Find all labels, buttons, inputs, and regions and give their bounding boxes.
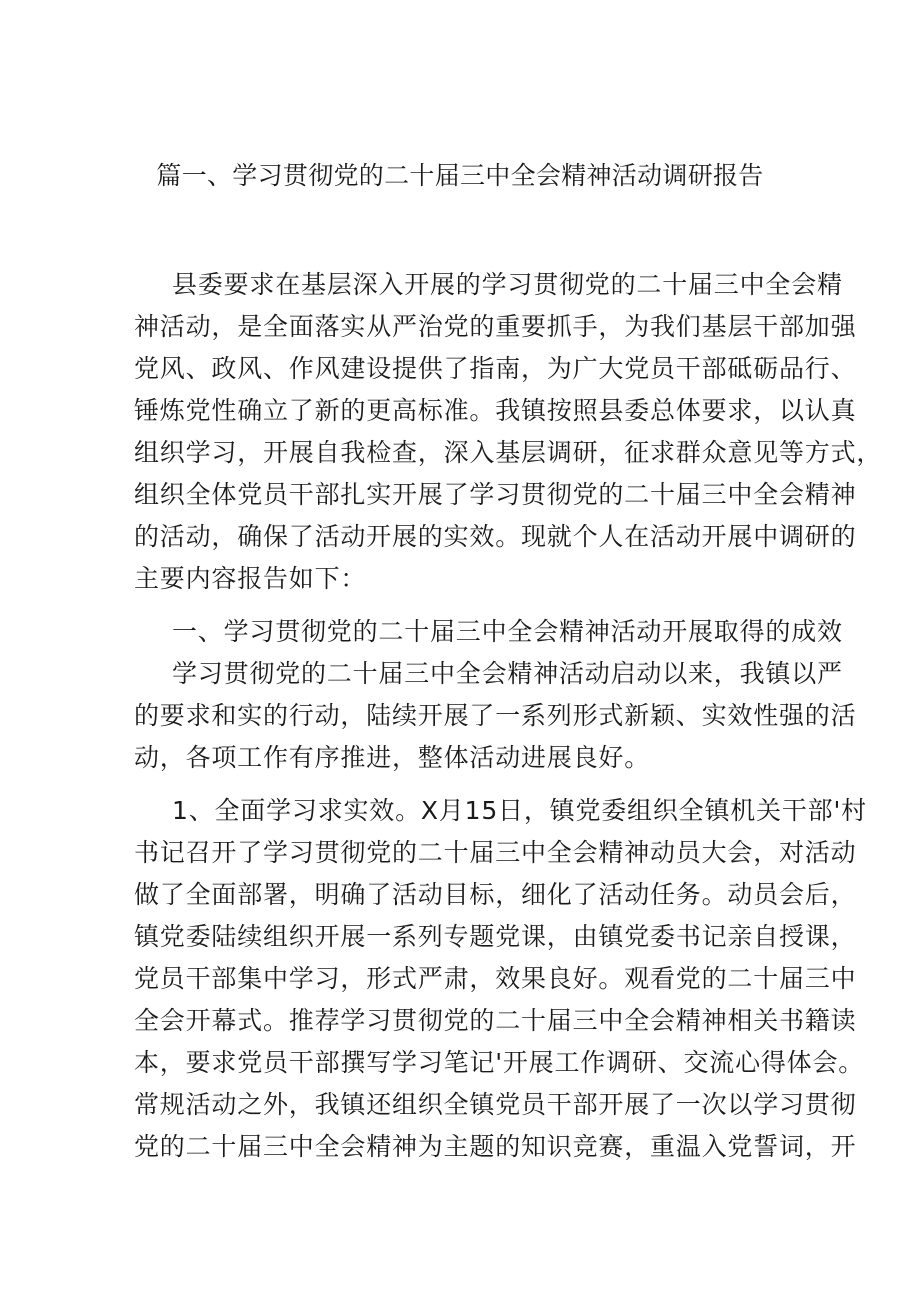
paragraph-line: 常规活动之外，我镇还组织全镇党员干部开展了一次以学习贯彻 <box>134 1090 857 1119</box>
paragraph-line: 做了全面部署，明确了活动目标，细化了活动任务。动员会后， <box>134 880 857 909</box>
paragraph-line: 组织学习，开展自我检查，深入基层调研，征求群众意见等方式， <box>134 438 883 467</box>
paragraph-line: 党风、政风、作风建设提供了指南，为广大党员干部砥砺品行、 <box>134 354 857 383</box>
paragraph-line: 的要求和实的行动，陆续开展了一系列形式新颖、实效性强的活 <box>134 701 857 730</box>
section-heading: 一、学习贯彻党的二十届三中全会精神活动开展取得的成效 <box>172 617 843 646</box>
paragraph-line: 本，要求党员干部撰写学习笔记'开展工作调研、交流心得体会。 <box>134 1048 865 1077</box>
paragraph-line: 学习贯彻党的二十届三中全会精神活动启动以来，我镇以严 <box>172 659 843 688</box>
paragraph-line: 县委要求在基层深入开展的学习贯彻党的二十届三中全会精 <box>172 270 843 299</box>
paragraph-line: 动，各项工作有序推进，整体活动进展良好。 <box>134 743 651 772</box>
paragraph-line: 党的二十届三中全会精神为主题的知识竞赛，重温入党誓词，开 <box>134 1132 857 1161</box>
paragraph-line: 锤炼党性确立了新的更高标准。我镇按照县委总体要求，以认真 <box>134 396 857 425</box>
paragraph-line: 全会开幕式。推荐学习贯彻党的二十届三中全会精神相关书籍读 <box>134 1006 857 1035</box>
paragraph-line: 书记召开了学习贯彻党的二十届三中全会精神动员大会，对活动 <box>134 838 857 867</box>
paragraph-line: 镇党委陆续组织开展一系列专题党课，由镇党委书记亲自授课， <box>134 922 857 951</box>
paragraph-line: 的活动，确保了活动开展的实效。现就个人在活动开展中调研的 <box>134 522 857 551</box>
paragraph-line: 党员干部集中学习，形式严肃，效果良好。观看党的二十届三中 <box>134 964 857 993</box>
paragraph-line: 组织全体党员干部扎实开展了学习贯彻党的二十届三中全会精神 <box>134 480 857 509</box>
paragraph-line: 神活动，是全面落实从严治党的重要抓手，为我们基层干部加强 <box>134 312 857 341</box>
document-title: 篇一、学习贯彻党的二十届三中全会精神活动调研报告 <box>156 161 764 190</box>
paragraph-line: 1、全面学习求实效。X月15日，镇党委组织全镇机关干部'村 <box>172 796 867 825</box>
paragraph-line: 主要内容报告如下： <box>134 564 367 593</box>
